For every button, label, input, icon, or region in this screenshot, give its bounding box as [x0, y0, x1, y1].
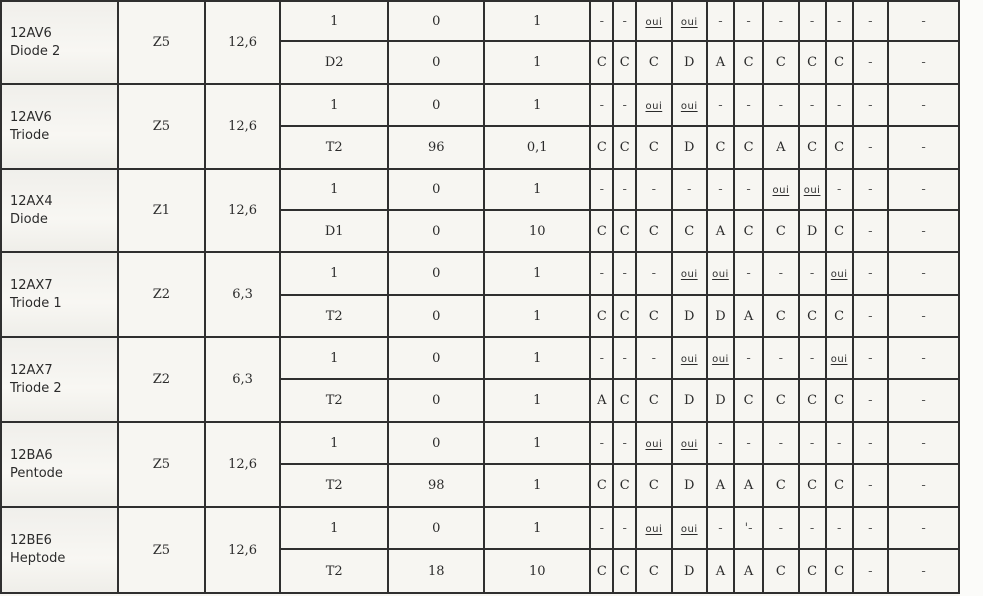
pin-switch-cell: - [888, 422, 959, 464]
setting-value-2: 1 [484, 379, 590, 422]
pin-switch-cell: - [734, 84, 763, 126]
pin-switch-label: oui [680, 353, 698, 365]
tube-name-cell [1, 337, 118, 422]
pin-switch-label: oui [772, 185, 790, 196]
pin-switch-cell: - [590, 84, 613, 126]
tube-section: Triode [10, 127, 50, 143]
selector-setting: 1 [280, 1, 388, 41]
pin-switch-label: oui [645, 523, 663, 535]
pin-switch-cell: - [826, 1, 853, 41]
pin-switch-cell: C [734, 210, 763, 252]
pin-switch-cell: C [590, 549, 613, 593]
setting-value-2: 10 [484, 549, 590, 593]
pin-switch-cell: - [613, 84, 636, 126]
filament-voltage: 6,3 [205, 252, 280, 337]
pin-switch-cell: C [799, 379, 826, 422]
pin-switch-label: oui [680, 100, 698, 112]
pin-switch-cell: A [590, 379, 613, 422]
pin-switch-cell: - [590, 337, 613, 379]
pin-switch-cell: - [613, 507, 636, 549]
tube-section: Pentode [10, 465, 63, 481]
selector-setting: 1 [280, 337, 388, 379]
pin-switch-label: oui [803, 185, 821, 196]
filament-voltage: 12,6 [205, 507, 280, 593]
setting-value-1: 98 [388, 464, 484, 507]
pin-switch-cell: C [636, 379, 671, 422]
pin-switch-cell: - [707, 507, 734, 549]
pin-switch-cell: C [636, 295, 671, 337]
pin-switch-cell: - [672, 169, 707, 210]
setting-value-1: 0 [388, 507, 484, 549]
table-row [1, 422, 959, 464]
base-code: Z5 [118, 84, 205, 169]
pin-switch-on [799, 169, 826, 210]
pin-switch-cell: C [590, 126, 613, 169]
pin-switch-label: oui [712, 269, 729, 280]
tube-name-cell [1, 252, 118, 337]
pin-switch-cell: A [707, 464, 734, 507]
filament-voltage: 12,6 [205, 422, 280, 507]
pin-switch-cell: C [636, 41, 671, 84]
pin-switch-cell: C [826, 379, 853, 422]
setting-value-2: 1 [484, 252, 590, 295]
filament-voltage: 12,6 [205, 84, 280, 169]
tube-name-cell [1, 507, 118, 593]
pin-switch-cell: C [826, 295, 853, 337]
pin-switch-cell: - [853, 210, 888, 252]
pin-switch-cell: - [853, 41, 888, 84]
pin-switch-cell: - [888, 295, 959, 337]
pin-switch-cell: - [799, 507, 826, 549]
pin-switch-cell: - [590, 422, 613, 464]
pin-switch-cell: D [672, 41, 707, 84]
pin-switch-cell: - [888, 84, 959, 126]
pin-switch-cell: - [888, 464, 959, 507]
pin-switch-on [672, 337, 707, 379]
pin-switch-cell: D [799, 210, 826, 252]
pin-switch-cell: C [590, 464, 613, 507]
pin-switch-cell: - [763, 422, 798, 464]
selector-setting: 1 [280, 84, 388, 126]
pin-switch-cell: - [853, 464, 888, 507]
pin-switch-label: oui [645, 100, 663, 112]
pin-switch-cell: - [707, 422, 734, 464]
pin-switch-on [636, 1, 671, 41]
pin-switch-cell: - [613, 337, 636, 379]
pin-switch-cell: A [707, 210, 734, 252]
pin-switch-cell: D [707, 295, 734, 337]
tube-type: 12BA6 [10, 447, 53, 463]
tube-name-cell [1, 422, 118, 507]
pin-switch-cell: - [853, 252, 888, 295]
pin-switch-cell: - [888, 252, 959, 295]
pin-switch-on [672, 507, 707, 549]
pin-switch-cell: - [826, 422, 853, 464]
pin-switch-cell: C [763, 295, 798, 337]
filament-voltage: 6,3 [205, 337, 280, 422]
pin-switch-cell: - [613, 252, 636, 295]
tube-type: 12AX7 [10, 277, 53, 293]
pin-switch-cell: C [799, 41, 826, 84]
pin-switch-cell: - [734, 169, 763, 210]
pin-switch-cell: D [707, 379, 734, 422]
pin-switch-cell: C [590, 41, 613, 84]
pin-switch-cell: C [799, 295, 826, 337]
tube-type: 12AV6 [10, 109, 52, 125]
table-row [1, 1, 959, 41]
setting-value-1: 0 [388, 422, 484, 464]
selector-setting: 1 [280, 169, 388, 210]
selector-setting: D1 [280, 210, 388, 252]
setting-value-2: 1 [484, 422, 590, 464]
pin-switch-label: oui [830, 353, 848, 365]
pin-switch-cell: C [763, 210, 798, 252]
base-code: Z2 [118, 337, 205, 422]
pin-switch-cell: D [672, 295, 707, 337]
pin-switch-cell: - [853, 84, 888, 126]
setting-value-2: 1 [484, 295, 590, 337]
pin-switch-cell: C [613, 210, 636, 252]
pin-switch-cell: C [763, 379, 798, 422]
pin-switch-cell: C [672, 210, 707, 252]
pin-switch-cell: C [763, 464, 798, 507]
pin-switch-label: oui [680, 269, 698, 280]
pin-switch-cell: C [636, 210, 671, 252]
filament-voltage: 12,6 [205, 1, 280, 84]
setting-value-1: 0 [388, 210, 484, 252]
pin-switch-cell: C [826, 549, 853, 593]
pin-switch-cell: D [672, 126, 707, 169]
pin-switch-cell: C [799, 126, 826, 169]
table-row [1, 169, 959, 210]
table-row [1, 507, 959, 549]
pin-switch-cell: - [799, 84, 826, 126]
setting-value-2: 10 [484, 210, 590, 252]
pin-switch-label: oui [645, 438, 663, 450]
selector-setting: T2 [280, 464, 388, 507]
base-code: Z1 [118, 169, 205, 252]
pin-switch-cell: C [799, 549, 826, 593]
pin-switch-cell: - [853, 295, 888, 337]
base-code: Z5 [118, 422, 205, 507]
pin-switch-cell: - [763, 1, 798, 41]
pin-switch-cell: - [853, 126, 888, 169]
pin-switch-cell: - [888, 126, 959, 169]
pin-switch-cell: C [636, 549, 671, 593]
pin-switch-cell: C [590, 295, 613, 337]
pin-switch-cell: C [613, 126, 636, 169]
selector-setting: T2 [280, 549, 388, 593]
pin-switch-cell: - [799, 252, 826, 295]
pin-switch-cell: '- [734, 507, 763, 549]
pin-switch-cell: - [636, 252, 671, 295]
pin-switch-cell: D [672, 379, 707, 422]
pin-switch-cell: - [590, 169, 613, 210]
pin-switch-cell: - [853, 169, 888, 210]
setting-value-1: 0 [388, 84, 484, 126]
setting-value-1: 0 [388, 169, 484, 210]
pin-switch-cell: - [888, 337, 959, 379]
pin-switch-on [636, 507, 671, 549]
pin-switch-cell: - [590, 507, 613, 549]
pin-switch-cell: - [799, 337, 826, 379]
pin-switch-cell: C [826, 210, 853, 252]
pin-switch-cell: - [734, 1, 763, 41]
pin-switch-cell: C [763, 549, 798, 593]
setting-value-2: 1 [484, 1, 590, 41]
setting-value-1: 0 [388, 1, 484, 41]
setting-value-2: 1 [484, 337, 590, 379]
setting-value-2: 1 [484, 41, 590, 84]
pin-switch-on [826, 252, 853, 295]
pin-switch-cell: - [888, 507, 959, 549]
selector-setting: D2 [280, 41, 388, 84]
pin-switch-cell: - [763, 337, 798, 379]
pin-switch-on [672, 1, 707, 41]
setting-value-2: 0,1 [484, 126, 590, 169]
page-margin [960, 0, 983, 596]
pin-switch-cell: - [636, 337, 671, 379]
pin-switch-cell: - [826, 84, 853, 126]
setting-value-1: 96 [388, 126, 484, 169]
pin-switch-cell: - [590, 252, 613, 295]
pin-switch-cell: D [672, 549, 707, 593]
setting-value-1: 0 [388, 337, 484, 379]
pin-switch-cell: A [734, 295, 763, 337]
setting-value-2: 1 [484, 464, 590, 507]
pin-switch-cell: - [763, 252, 798, 295]
pin-switch-cell: - [853, 549, 888, 593]
setting-value-1: 0 [388, 379, 484, 422]
tube-name-cell [1, 1, 118, 84]
tube-type: 12AV6 [10, 25, 52, 41]
pin-switch-cell: A [707, 41, 734, 84]
pin-switch-on [707, 337, 734, 379]
pin-switch-cell: - [613, 422, 636, 464]
pin-switch-cell: - [888, 210, 959, 252]
pin-switch-cell: A [734, 549, 763, 593]
pin-switch-cell: C [613, 464, 636, 507]
pin-switch-cell: - [613, 169, 636, 210]
pin-switch-cell: - [826, 507, 853, 549]
pin-switch-cell: A [763, 126, 798, 169]
table-row [1, 252, 959, 295]
pin-switch-cell: C [826, 41, 853, 84]
pin-switch-label: oui [830, 269, 848, 280]
tube-name-cell [1, 169, 118, 252]
selector-setting: T2 [280, 126, 388, 169]
pin-switch-cell: C [734, 126, 763, 169]
pin-switch-on [826, 337, 853, 379]
pin-switch-cell: D [672, 464, 707, 507]
pin-switch-cell: - [763, 84, 798, 126]
pin-switch-cell: - [799, 422, 826, 464]
setting-value-1: 0 [388, 295, 484, 337]
tube-type: 12AX7 [10, 362, 53, 378]
pin-switch-cell: - [734, 337, 763, 379]
pin-switch-cell: - [707, 1, 734, 41]
selector-setting: 1 [280, 252, 388, 295]
pin-switch-cell: C [763, 41, 798, 84]
pin-switch-cell: C [613, 549, 636, 593]
setting-value-2: 1 [484, 84, 590, 126]
pin-switch-cell: - [734, 422, 763, 464]
pin-switch-cell: - [707, 84, 734, 126]
pin-switch-cell: C [734, 41, 763, 84]
pin-switch-label: oui [680, 16, 698, 28]
pin-switch-cell: - [888, 379, 959, 422]
pin-switch-cell: C [826, 464, 853, 507]
pin-switch-cell: C [826, 126, 853, 169]
pin-switch-cell: - [888, 169, 959, 210]
pin-switch-label: oui [712, 353, 729, 365]
setting-value-2: 1 [484, 507, 590, 549]
filament-voltage: 12,6 [205, 169, 280, 252]
pin-switch-label: oui [645, 16, 663, 28]
table-row [1, 337, 959, 379]
pin-switch-cell: - [799, 1, 826, 41]
pin-switch-cell: - [707, 169, 734, 210]
tube-type: 12AX4 [10, 193, 53, 209]
tube-section: Triode 1 [10, 295, 62, 311]
base-code: Z5 [118, 1, 205, 84]
pin-switch-cell: - [888, 549, 959, 593]
table-row [1, 84, 959, 126]
tube-name-cell [1, 84, 118, 169]
pin-switch-on [672, 252, 707, 295]
pin-switch-cell: C [590, 210, 613, 252]
pin-switch-cell: C [734, 379, 763, 422]
pin-switch-on [763, 169, 798, 210]
pin-switch-cell: - [763, 507, 798, 549]
pin-switch-cell: C [613, 295, 636, 337]
pin-switch-on [672, 422, 707, 464]
base-code: Z2 [118, 252, 205, 337]
tube-type: 12BE6 [10, 533, 52, 548]
pin-switch-cell: A [707, 549, 734, 593]
pin-switch-cell: - [888, 1, 959, 41]
pin-switch-cell: - [853, 337, 888, 379]
setting-value-1: 0 [388, 41, 484, 84]
pin-switch-cell: C [613, 379, 636, 422]
pin-switch-on [636, 422, 671, 464]
pin-switch-cell: - [853, 422, 888, 464]
selector-setting: 1 [280, 422, 388, 464]
pin-switch-cell: - [636, 169, 671, 210]
pin-switch-on [672, 84, 707, 126]
pin-switch-cell: - [613, 1, 636, 41]
pin-switch-cell: C [636, 464, 671, 507]
tube-section: Triode 2 [10, 380, 62, 396]
tube-section: Heptode [10, 551, 66, 566]
pin-switch-cell: - [590, 1, 613, 41]
pin-switch-cell: C [707, 126, 734, 169]
pin-switch-cell: - [853, 379, 888, 422]
pin-switch-label: oui [680, 438, 698, 450]
pin-switch-cell: C [799, 464, 826, 507]
pin-switch-on [707, 252, 734, 295]
selector-setting: T2 [280, 379, 388, 422]
pin-switch-cell: - [888, 41, 959, 84]
pin-switch-cell: - [734, 252, 763, 295]
pin-switch-cell: A [734, 464, 763, 507]
setting-value-1: 18 [388, 549, 484, 593]
pin-switch-cell: C [613, 41, 636, 84]
pin-switch-cell: - [853, 1, 888, 41]
pin-switch-cell: C [636, 126, 671, 169]
tube-section: Diode 2 [10, 43, 61, 59]
setting-value-1: 0 [388, 252, 484, 295]
base-code: Z5 [118, 507, 205, 593]
selector-setting: 1 [280, 507, 388, 549]
pin-switch-cell: - [853, 507, 888, 549]
selector-setting: T2 [280, 295, 388, 337]
setting-value-2: 1 [484, 169, 590, 210]
pin-switch-cell: - [826, 169, 853, 210]
pin-switch-label: oui [680, 523, 698, 535]
tube-section: Diode [10, 211, 48, 227]
pin-switch-on [636, 84, 671, 126]
